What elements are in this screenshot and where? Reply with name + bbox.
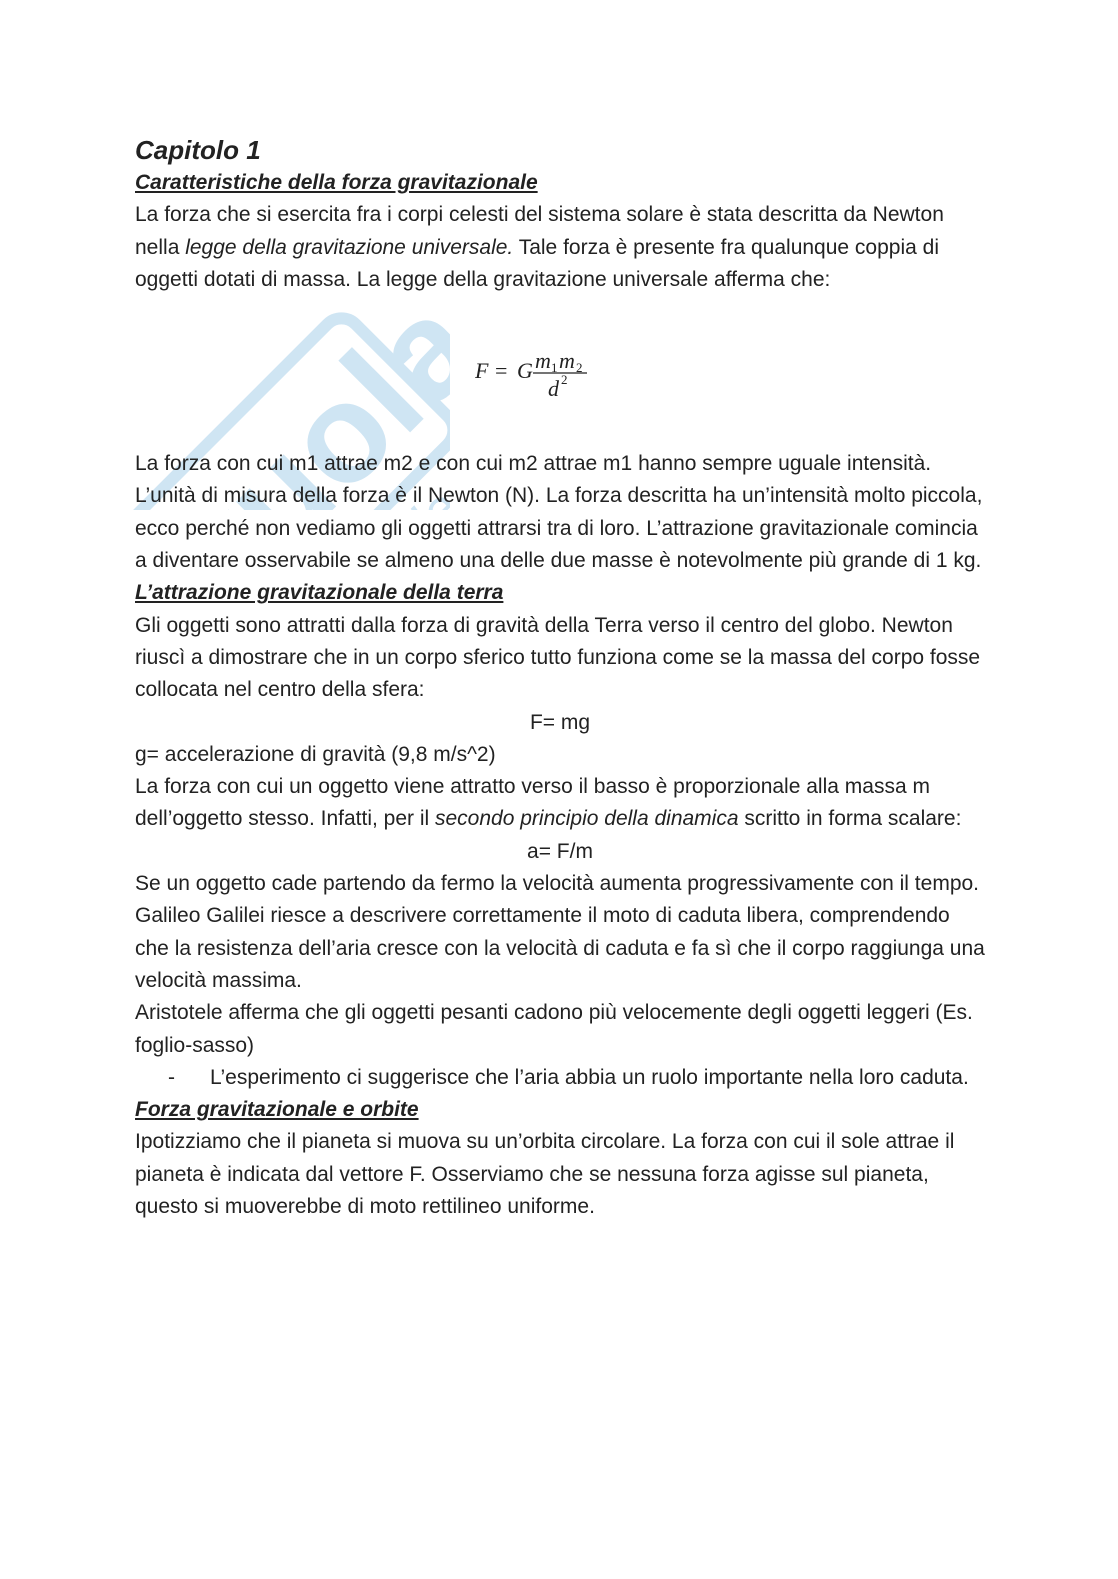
svg-text:1: 1 (551, 360, 558, 376)
bullet-text: L’esperimento ci suggerisce che l’aria abbia un ruolo importante nella loro caduta. (210, 1065, 969, 1089)
section-1-paragraph-1: La forza che si esercita fra i corpi celesti del sistema solare è stata descritta da Newton nella legge della gravitazione universale. Tale forza è presente fra qualunque coppia di oggetti dotati di massa. La legge della gravitazione universale afferma che: (135, 203, 944, 291)
section-2-paragraph-4: Se un oggetto cade partendo da fermo la velocità aumenta progressivamente con il tempo. Galileo Galilei riesce a descrivere correttamente il moto di caduta libera, comprendendo che la resistenza dell’aria cresce con la velocità di caduta e fa sì che il corpo raggiunga una velocità massima. (135, 872, 985, 992)
svg-text:=: = (495, 358, 508, 384)
section-2-paragraph-1: Gli oggetti sono attratti dalla forza di gravità della Terra verso il centro del globo. Newton riuscì a dimostrare che in un corpo sferico tutto funziona come se la massa del corpo fosse collocata nel centro della sfera: (135, 613, 981, 702)
bullet-marker: - (168, 1065, 175, 1089)
section-heading-3: Forza gravitazionale e orbite (135, 1098, 419, 1122)
document-page (135, 133, 985, 1223)
section-1-paragraph-3: L’unità di misura della forza è il Newton (N). La forza descritta ha un’intensità molto piccola, ecco perché non vediamo gli oggetti attrarsi tra di loro. L’attrazione gravitazionale comincia a diventare osservabile se almeno una delle due masse è notevolmente più grande di 1 kg. (135, 484, 983, 573)
section-1-paragraph-2: La forza con cui m1 attrae m2 e con cui m2 attrae m1 hanno sempre uguale intensità. (135, 452, 932, 476)
svg-text:m: m (559, 348, 575, 374)
svg-text:2: 2 (576, 360, 583, 376)
svg-text:d: d (548, 376, 559, 402)
list-item (135, 1062, 985, 1094)
formula-acceleration: a= F/m (527, 839, 593, 863)
section-heading-1: Caratteristiche della forza gravitazionale (135, 171, 538, 194)
section-2-paragraph-3: La forza con cui un oggetto viene attratto verso il basso è proporzionale alla massa m dell’oggetto stesso. Infatti, per il secondo principio della dinamica scritto in forma scalare: (135, 775, 962, 831)
formula-weight: F= mg (529, 710, 591, 734)
svg-text:m: m (535, 348, 551, 374)
svg-text:F: F (475, 358, 489, 384)
section-2-paragraph-5: Aristotele afferma che gli oggetti pesanti cadono più velocemente degli oggetti leggeri (Es. foglio-sasso) (135, 1001, 973, 1057)
gravitation-formula (135, 296, 985, 448)
section-2-paragraph-2: g= accelerazione di gravità (9,8 m/s^2) (135, 742, 496, 766)
watermark-brand: Skuola.net (71, 90, 450, 510)
svg-text:2: 2 (561, 372, 568, 388)
svg-text:G: G (517, 358, 533, 384)
chapter-title: Capitolo 1 (135, 135, 261, 165)
section-heading-2: L’attrazione gravitazionale della terra (135, 581, 504, 605)
section-3-paragraph-1: Ipotizziamo che il pianeta si muova su un’orbita circolare. La forza con cui il sole attrae il pianeta è indicata dal vettore F. Osserviamo che se nessuna forza agisse sul pianeta, questo si muoverebbe di moto rettilineo uniforme. (135, 1130, 955, 1219)
